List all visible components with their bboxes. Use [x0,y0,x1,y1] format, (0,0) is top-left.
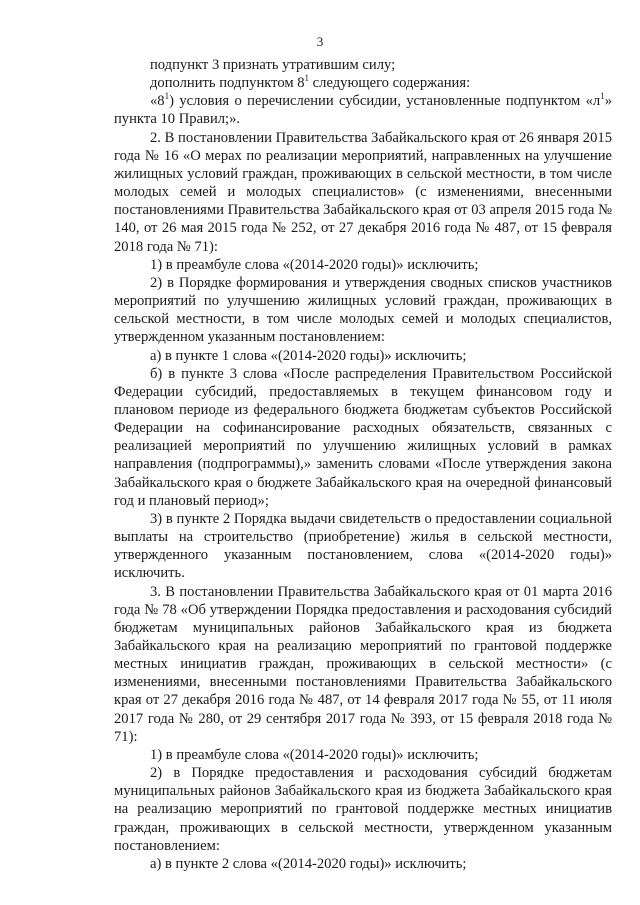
paragraph-text: б) в пункте 3 слова «После распределения Правительством Российской Федерации субсидий, предоставляемых в текущем финансовом году и плановом периоде из федерального бюджета бюджетам субъектов Российской Федерации на софинансирование расходных обязательств, связанных с реализацией мероприятий по улучшению жилищных условий в рамках направления (подпрограммы),» заменить словами «После утверждения закона Забайкальского края о бюджете Забайкальского края на очередной финансовый год и плановый период»; [114,365,612,509]
paragraph-text: дополнить подпунктом 8 [150,75,305,92]
paragraph [114,746,612,764]
paragraph [114,274,612,347]
paragraph-text: 3. В постановлении Правительства Забайкальского края от 01 марта 2016 года № 78 «Об утверждении Порядка предоставления и расходования субсидий бюджетам муниципальных районов Забайкальского края из бюджета Забайкальского края на реализацию мероприятий по грантовой поддержке местных инициатив граждан, проживающих в сельской местности» (с изменениями, внесенными постановлениями Правительства Забайкальского края от 27 декабря 2016 года № 487, от 14 февраля 2017 года № 55, от 11 июля 2017 года № 280, от 29 сентября 2017 года № 393, от 15 февраля 2018 года № 71): [114,583,612,745]
document-body [114,56,612,873]
paragraph [114,365,612,510]
paragraph [114,256,612,274]
paragraph [114,583,612,746]
paragraph [114,129,612,256]
paragraph-text: ) условия о перечислении субсидии, установленные подпунктом «л [169,93,601,110]
paragraph-text: 2) в Порядке формирования и утверждения сводных списков участников мероприятий по улучшению жилищных условий граждан, проживающих в сельской местности, в том числе молодых семей и молодых специалистов, утвержденном указанным постановлением: [114,274,612,346]
paragraph-text: 1) в преамбуле слова «(2014-2020 годы)» исключить; [150,746,479,763]
paragraph-text: следующего содержания: [309,75,471,92]
paragraph [114,74,612,92]
paragraph [114,764,612,855]
paragraph-text: » пункта 10 Правил;». [114,93,612,128]
paragraph-text: 3) в пункте 2 Порядка выдачи свидетельств о предоставлении социальной выплаты на строительство (приобретение) жилья в сельской местности, утвержденного указанным постановлением, слова «(2014-2020 годы)» исключить. [114,510,612,582]
paragraph-text: а) в пункте 1 слова «(2014-2020 годы)» исключить; [150,347,467,364]
paragraph-text: 2) в Порядке предоставления и расходования субсидий бюджетам муниципальных районов Забайкальского края из бюджета Забайкальского края на реализацию мероприятий по грантовой поддержке местных инициатив граждан, проживающих в сельской местности, утвержденном указанным постановлением: [114,765,612,854]
paragraph [114,347,612,365]
page-number: 3 [316,34,324,49]
superscript: 1 [164,91,170,102]
paragraph [114,855,612,873]
paragraph-text: 2. В постановлении Правительства Забайкальского края от 26 января 2015 года № 16 «О мерах по реализации мероприятий, направленных на улучшение жилищных условий граждан, проживающих в сельской местности, в том числе молодых семей и молодых специалистов» (с изменениями, внесенными постановлениями Правительства Забайкальского края от 03 апреля 2015 года № 140, от 26 мая 2015 года № 252, от 27 декабря 2016 года № 487, от 15 февраля 2018 года № 71): [114,129,612,255]
paragraph-text: 1) в преамбуле слова «(2014-2020 годы)» исключить; [150,256,479,273]
paragraph [114,92,612,128]
paragraph [114,510,612,583]
paragraph-text: «8 [150,93,165,110]
paragraph [114,56,612,74]
superscript: 1 [600,91,605,102]
paragraph-text: подпункт 3 признать утратившим силу; [150,57,396,73]
superscript: 1 [304,73,310,84]
paragraph-text: а) в пункте 2 слова «(2014-2020 годы)» исключить; [150,855,467,872]
